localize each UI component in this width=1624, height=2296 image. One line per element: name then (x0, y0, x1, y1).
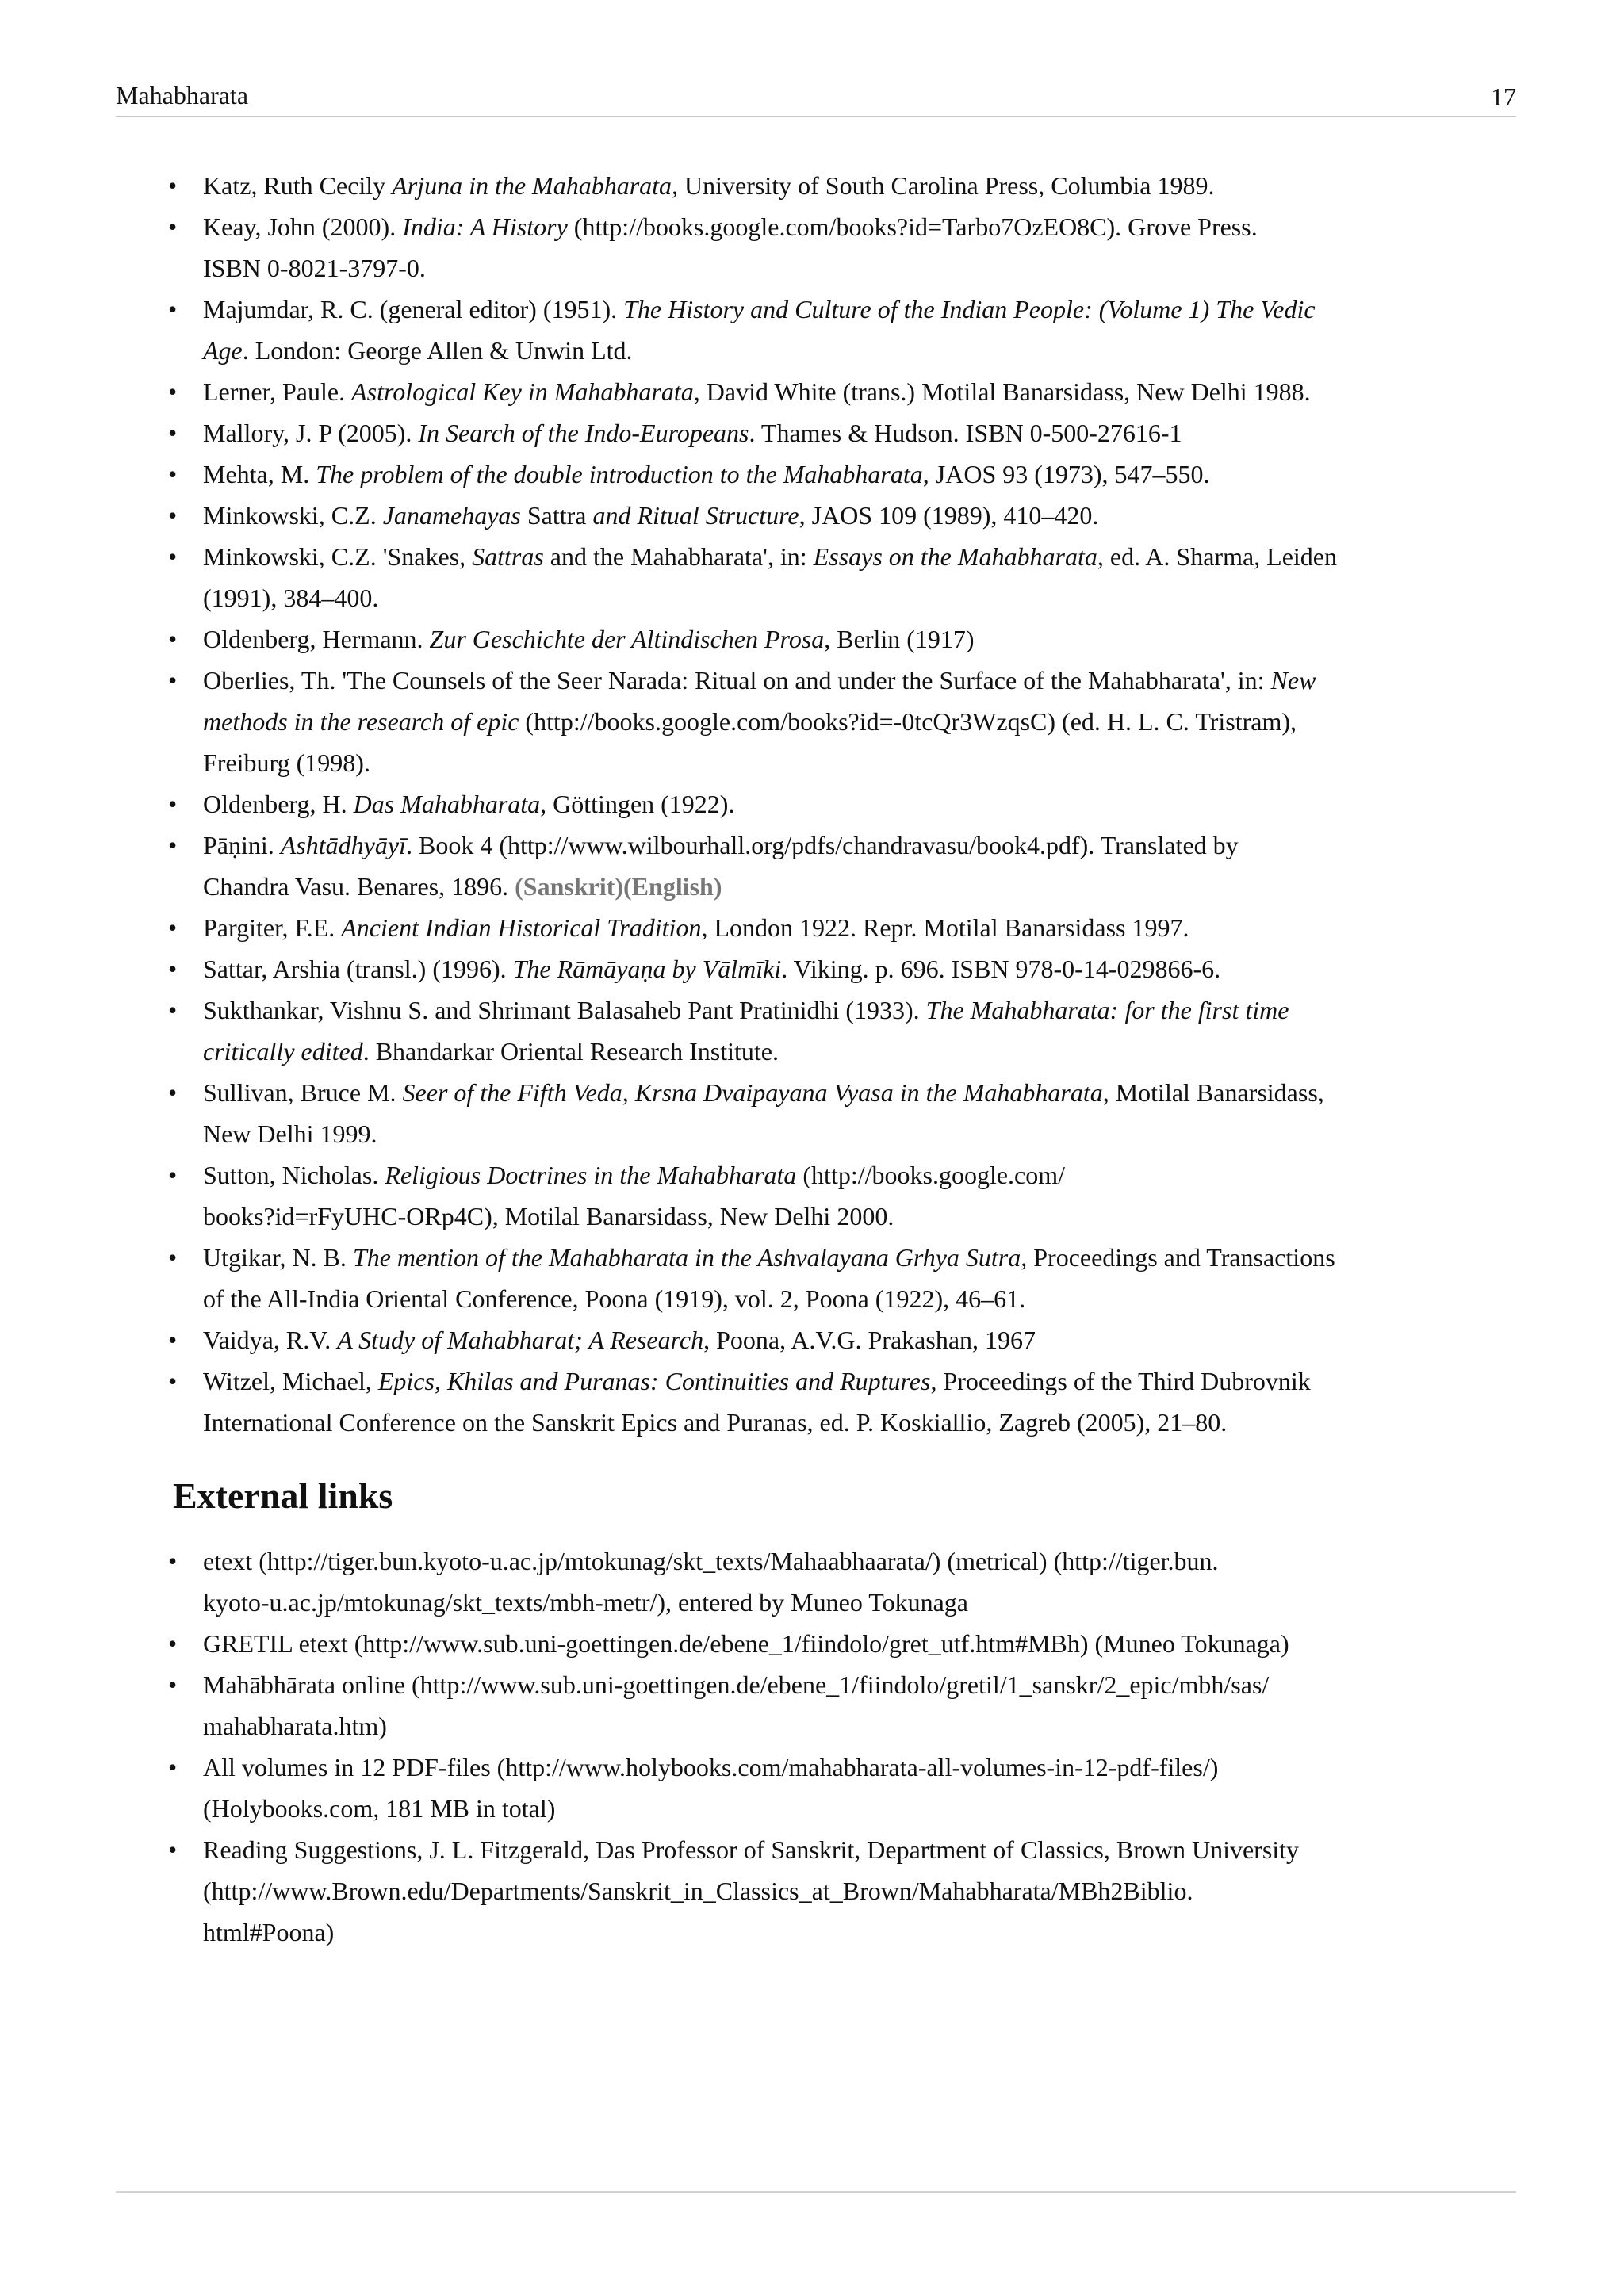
reference-item: • Lerner, Paule. Astrological Key in Mahabharata, David White (trans.) Motilal Banarsidass, New Delhi 1988. (116, 371, 1464, 412)
reference-item: • Katz, Ruth Cecily Arjuna in the Mahabharata, University of South Carolina Press, Columbia 1989. (116, 165, 1464, 206)
reference-item: • Vaidya, R.V. A Study of Mahabharat; A Research, Poona, A.V.G. Prakashan, 1967 (116, 1319, 1464, 1360)
reference-item: • Sattar, Arshia (transl.) (1996). The Rāmāyaṇa by Vālmīki. Viking. p. 696. ISBN 978-0-14-029866-6. (116, 948, 1464, 989)
page-number: 17 (1491, 82, 1516, 111)
reference-item: • Minkowski, C.Z. 'Snakes, Sattras and the Mahabharata', in: Essays on the Mahabharata, ed. A. Sharma, Leiden (1991), 384–400. (116, 536, 1464, 618)
reference-item: • Mehta, M. The problem of the double introduction to the Mahabharata, JAOS 93 (1973), 547–550. (116, 453, 1464, 495)
reference-item: • Sutton, Nicholas. Religious Doctrines in the Mahabharata (http://books.google.com/ books?id=rFyUHC-ORp4C), Motilal Banarsidass, New Delhi 2000. (116, 1154, 1464, 1237)
external-links-list (116, 1540, 1464, 1953)
language-tag-sanskrit: (Sanskrit) (515, 872, 624, 901)
language-tag-english: (English) (623, 872, 722, 901)
reference-item: • Pargiter, F.E. Ancient Indian Historical Tradition, London 1922. Repr. Motilal Banarsidass 1997. (116, 907, 1464, 948)
external-links-heading: External links (173, 1475, 393, 1516)
reference-item: • Pāṇini. Ashtādhyāyī. Book 4 (http://www.wilbourhall.org/pdfs/chandravasu/book4.pdf). Translated by Chandra Vasu. Benares, 1896. (Sanskrit)(English) (116, 825, 1464, 907)
external-link-item[interactable]: • Mahābhārata online (http://www.sub.uni-goettingen.de/ebene_1/fiindolo/gretil/1_sanskr/2_epic/mbh/sas/ mahabharata.htm) (116, 1664, 1464, 1747)
reference-link[interactable]: (http://books.google.com/ (796, 1161, 1066, 1189)
reference-item: • Sukthankar, Vishnu S. and Shrimant Balasaheb Pant Pratinidhi (1933). The Mahabharata: for the first time critically edited. Bhandarkar Oriental Research Institute. (116, 989, 1464, 1072)
reference-item: • Sullivan, Bruce M. Seer of the Fifth Veda, Krsna Dvaipayana Vyasa in the Mahabharata, Motilal Banarsidass, New Delhi 1999. (116, 1072, 1464, 1154)
reference-item: • Oberlies, Th. 'The Counsels of the Seer Narada: Ritual on and under the Surface of the Mahabharata', in: New methods in the research of epic (http://books.google.com/books?id=-0tcQr3WzqsC) (ed. H. L. C. Tristram), Freiburg (1998). (116, 660, 1464, 783)
reference-link[interactable]: (http://books.google.com/books?id=-0tcQr3WzqsC) (ed. H. L. C. Tristram), (519, 707, 1297, 736)
references-list (116, 165, 1464, 1443)
reference-item: • Oldenberg, Hermann. Zur Geschichte der Altindischen Prosa, Berlin (1917) (116, 618, 1464, 660)
footer-divider (116, 2191, 1516, 2193)
reference-item: • Majumdar, R. C. (general editor) (1951). The History and Culture of the Indian People: (Volume 1) The Vedic Age. London: George Allen & Unwin Ltd. (116, 289, 1464, 371)
external-link-item[interactable]: • etext (http://tiger.bun.kyoto-u.ac.jp/mtokunag/skt_texts/Mahaabhaarata/) (metrical) (http://tiger.bun. kyoto-u.ac.jp/mtokunag/skt_texts/mbh-metr/), entered by Muneo Tokunaga (116, 1540, 1464, 1623)
running-title: Mahabharata (116, 81, 249, 109)
reference-item: • Utgikar, N. B. The mention of the Mahabharata in the Ashvalayana Grhya Sutra, Proceedings and Transactions of the All-India Oriental Conference, Poona (1919), vol. 2, Poona (1922), 46–61. (116, 1237, 1464, 1319)
external-link-item[interactable]: • GRETIL etext (http://www.sub.uni-goettingen.de/ebene_1/fiindolo/gret_utf.htm#MBh) (Muneo Tokunaga) (116, 1623, 1464, 1664)
external-link-item[interactable]: • All volumes in 12 PDF-files (http://www.holybooks.com/mahabharata-all-volumes-in-12-pdf-files/) (Holybooks.com, 181 MB in total) (116, 1747, 1464, 1829)
external-link-item[interactable]: • Reading Suggestions, J. L. Fitzgerald, Das Professor of Sanskrit, Department of Classics, Brown University (http://www.Brown.edu/Departments/Sanskrit_in_Classics_at_Brown/Mahabharata/MBh2Biblio. html#Poona) (116, 1829, 1464, 1953)
reference-item: • Oldenberg, H. Das Mahabharata, Göttingen (1922). (116, 783, 1464, 825)
reference-item: • Keay, John (2000). India: A History (http://books.google.com/books?id=Tarbo7OzEO8C). Grove Press. ISBN 0-8021-3797-0. (116, 206, 1464, 289)
reference-item: • Witzel, Michael, Epics, Khilas and Puranas: Continuities and Ruptures, Proceedings of the Third Dubrovnik International Conference on the Sanskrit Epics and Puranas, ed. P. Koskiallio, Zagreb (2005), 21–80. (116, 1360, 1464, 1443)
reference-link[interactable]: . Book 4 (http://www.wilbourhall.org/pdfs/chandravasu/book4.pdf). Translated by (405, 831, 1239, 859)
page-header (116, 73, 1516, 117)
reference-item: • Mallory, J. P (2005). In Search of the Indo-Europeans. Thames & Hudson. ISBN 0-500-27616-1 (116, 412, 1464, 453)
reference-link[interactable]: (http://books.google.com/books?id=Tarbo7OzEO8C). Grove Press. (567, 212, 1258, 241)
reference-item: • Minkowski, C.Z. Janamehayas Sattra and Ritual Structure, JAOS 109 (1989), 410–420. (116, 495, 1464, 536)
